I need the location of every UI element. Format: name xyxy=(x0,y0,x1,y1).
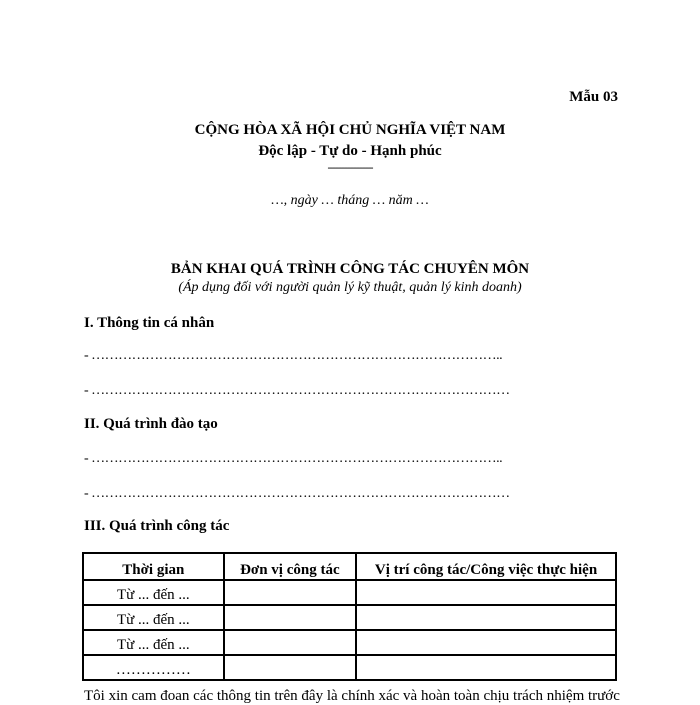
cell-time: Từ ... đến ... xyxy=(83,580,224,605)
cell-unit xyxy=(224,605,356,630)
cell-position xyxy=(356,630,616,655)
document-title: BẢN KHAI QUÁ TRÌNH CÔNG TÁC CHUYÊN MÔN xyxy=(170,261,530,277)
table-row xyxy=(83,605,616,630)
table-row xyxy=(83,630,616,655)
cell-position xyxy=(356,655,616,680)
cell-unit xyxy=(224,580,356,605)
personal-line-2: - ………………………………………………………………………………… xyxy=(84,383,510,398)
cell-unit xyxy=(224,655,356,680)
motto-underline: --------------- xyxy=(327,160,373,174)
document-subtitle: (Áp dụng đối với người quản lý kỹ thuật, quản lý kinh doanh) xyxy=(178,280,522,295)
header-unit: Đơn vị công tác xyxy=(224,553,356,580)
header-time: Thời gian xyxy=(83,553,224,580)
training-line-1: - ……………………………………………………………………………….. xyxy=(84,451,503,466)
country-name: CỘNG HÒA XÃ HỘI CHỦ NGHĨA VIỆT NAM xyxy=(194,122,506,138)
cell-time: Từ ... đến ... xyxy=(83,605,224,630)
cell-unit xyxy=(224,630,356,655)
cell-position xyxy=(356,605,616,630)
table-header-row xyxy=(83,553,616,580)
date-line: …, ngày … tháng … năm … xyxy=(271,193,429,208)
table-row xyxy=(83,580,616,605)
section-training-heading: II. Quá trình đào tạo xyxy=(84,416,218,432)
table-row xyxy=(83,655,616,680)
cell-time: …………… xyxy=(83,655,224,680)
work-history-table xyxy=(82,552,617,681)
declaration-note: Tôi xin cam đoan các thông tin trên đây là chính xác và hoàn toàn chịu trách nhiệm trước xyxy=(84,688,620,704)
cell-time: Từ ... đến ... xyxy=(83,630,224,655)
section-personal-heading: I. Thông tin cá nhân xyxy=(84,315,215,331)
personal-line-1: - ……………………………………………………………………………….. xyxy=(84,348,503,363)
header-position: Vị trí công tác/Công việc thực hiện xyxy=(356,553,616,580)
training-line-2: - ………………………………………………………………………………… xyxy=(84,486,510,501)
section-work-heading: III. Quá trình công tác xyxy=(84,518,230,534)
cell-position xyxy=(356,580,616,605)
national-motto: Độc lập - Tự do - Hạnh phúc xyxy=(258,143,442,159)
form-code: Mẫu 03 xyxy=(569,89,618,105)
